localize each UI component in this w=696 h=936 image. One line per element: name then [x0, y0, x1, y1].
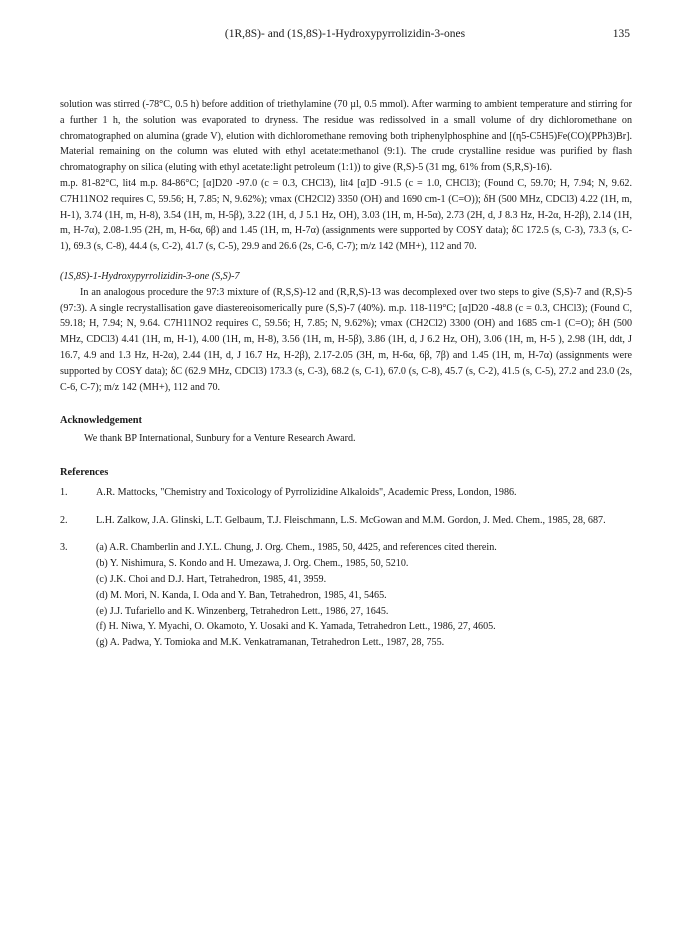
article-body: [60, 97, 632, 651]
page-number: 135: [612, 28, 630, 40]
reference-subitem: (a) A.R. Chamberlin and J.Y.L. Chung, J. Org. Chem., 1985, 50, 4425, and references cited therein.: [96, 542, 497, 554]
references-heading: References: [60, 466, 109, 478]
reference-item: [60, 513, 632, 529]
running-header: [60, 28, 630, 44]
reference-subitem: (d) M. Mori, N. Kanda, I. Oda and Y. Ban, Tetrahedron, 1985, 41, 5465.: [96, 589, 387, 601]
running-title: (1R,8S)- and (1S,8S)-1-Hydroxypyrrolizidin-3-ones: [224, 28, 466, 40]
reference-list: [60, 485, 632, 651]
reference-subitem: (f) H. Niwa, Y. Myachi, O. Okamoto, Y. Uosaki and K. Yamada, Tetrahedron Lett., 1986, 27, 4605.: [96, 621, 496, 633]
acknowledgement-text: We thank BP International, Sunbury for a Venture Research Award.: [84, 433, 356, 445]
experimental-paragraph-2: In an analogous procedure the 97:3 mixture of (R,S,S)-12 and (R,R,S)-13 was decomplexed over two steps to give (S,S)-7 and (R,S)-5 (97:3). A single recrystallisation gave diastereoisomerically pure (S,S)-7 (40%). m.p. 118-119°C; [α]D20 -48.8 (c = 0.3, CHCl3); (Found C, 59.18; H, 7.94; N, 9.64. C7H11NO2 requires C, 59.56; H, 7.85; N, 9.62%); νmax (CH2Cl2) 3300 (OH) and 1685 cm-1 (C=O); δH (500 MHz, CDCl3) 4.41 (1H, m, H-1), 4.00 (1H, m, H-8), 3.56 (1H, m, H-5β), 3.86 (1H, d, J 6.2 Hz, OH), 3.06 (1H, m, H-5 ), 2.98 (1H, ddt, J 16.7, 4.9 and 1.3 Hz, H-2α), 2.44 (1H, d, J 16.7 Hz, H-2β), 2.17-2.05 (3H, m, H-6α, 6β, 7β) and 1.45 (1H, m, H-7α) (assignments were supported by COSY data); δC (62.9 MHz, CDCl3) 173.3 (s, C-3), 68.2 (s, C-1), 67.0 (s, C-8), 45.7 (s, C-2), 41.5 (s, C-5), 27.2 and 23.0 (2s, C-6, C-7); m/z 142 (MH+), 112 and 70.: [60, 286, 632, 393]
reference-number: 3.: [60, 542, 68, 554]
reference-subitem: (g) A. Padwa, Y. Tomioka and M.K. Venkatramanan, Tetrahedron Lett., 1987, 28, 755.: [96, 637, 445, 649]
reference-item: [60, 485, 632, 501]
reference-sublist: [96, 540, 632, 651]
acknowledgement-heading: Acknowledgement: [60, 415, 142, 427]
reference-item: [60, 540, 632, 651]
reference-subitem: (c) J.K. Choi and D.J. Hart, Tetrahedron, 1985, 41, 3959.: [96, 573, 327, 585]
reference-number: 2.: [60, 514, 68, 526]
reference-subitem: (b) Y. Nishimura, S. Kondo and H. Umezawa, J. Org. Chem., 1985, 50, 5210.: [96, 558, 409, 570]
reference-subitem: (e) J.J. Tufariello and K. Winzenberg, Tetrahedron Lett., 1986, 27, 1645.: [96, 605, 389, 617]
reference-text: L.H. Zalkow, J.A. Glinski, L.T. Gelbaum, T.J. Fleischmann, L.S. McGowan and M.M. Gordon, J. Med. Chem., 1985, 28, 687.: [96, 514, 606, 526]
reference-text: A.R. Mattocks, "Chemistry and Toxicology of Pyrrolizidine Alkaloids", Academic Press, London, 1986.: [96, 486, 517, 498]
reference-number: 1.: [60, 486, 68, 498]
characterisation-paragraph-1: m.p. 81-82°C, lit4 m.p. 84-86°C; [α]D20 -97.0 (c = 0.3, CHCl3), lit4 [α]D -91.5 (c = 1.0, CHCl3); (Found C, 59.70; H, 7.94; N, 9.62. C7H11NO2 requires C, 59.56; H, 7.85; N, 9.62%); νmax (CH2Cl2) 3350 (OH) and 1690 cm-1 (C=O)); δH (500 MHz, CDCl3) 4.22 (1H, m, H-1), 3.74 (1H, m, H-8), 3.54 (1H, m, H-5β), 3.22 (1H, d, J 5.1 Hz, OH), 3.03 (1H, m, H-5α), 2.73 (2H, d, J 8.3 Hz, H-2α, H-2β), 2.14 (1H, m, H-7α), 2.08-1.95 (2H, m, H-6α, 6β) and 1.45 (1H, m, H-7α) (assignments were supported by COSY data); δC 172.5 (s, C-3), 73.3 (s, C-1), 69.3 (s, C-8), 44.4 (s, C-2), 41.7 (s, C-5), 29.9 and 26.6 (2s, C-6, C-7); m/z 142 (MH+), 112 and 70.: [60, 177, 632, 253]
compound-heading: (1S,8S)-1-Hydroxypyrrolizidin-3-one (S,S)-7: [60, 270, 240, 282]
experimental-paragraph-1: solution was stirred (-78°C, 0.5 h) before addition of triethylamine (70 µl, 0.5 mmol). After warming to ambient temperature and stirring for a further 1 h, the solution was evaporated to dryness. The residue was redissolved in a small volume of dry dichloromethane on chromatographed on alumina (grade V), elution with dichloromethane removing both triphenylphosphine and [(η5-C5H5)Fe(CO)(PPh3)Br]. Material remaining on the column was eluted with ethyl acetate:methanol (9:1). The crude crystalline residue was purified by flash chromatography on silica (eluting with ethyl acetate:light petroleum (1:1)) to give (R,S)-5 (31 mg, 61% from (S,R,S)-16).: [60, 99, 632, 174]
